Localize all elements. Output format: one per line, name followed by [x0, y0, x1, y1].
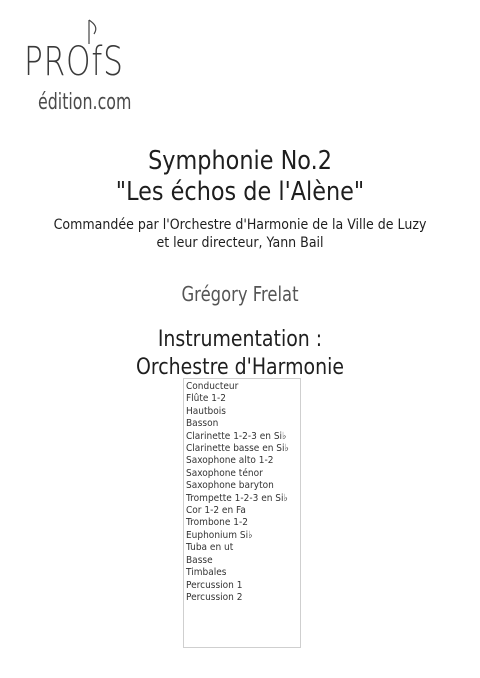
instrument-item: Hautbois [186, 405, 226, 417]
instrument-item: Timbales [186, 567, 227, 579]
instrument-item: Basson [186, 418, 219, 430]
instrument-item: Tuba en ut [186, 542, 234, 554]
logo-domain: édition.com [38, 90, 132, 115]
instrument-item: Clarinette 1-2-3 en Si♭ [186, 430, 287, 442]
instrument-item: Saxophone ténor [186, 467, 263, 479]
publisher-logo [24, 18, 174, 115]
instrument-item: Basse [186, 554, 213, 566]
instrumentation-label: Instrumentation : [157, 327, 323, 352]
instrument-item: Saxophone baryton [186, 480, 274, 492]
instrument-item: Percussion 2 [186, 591, 243, 603]
instrument-list [186, 381, 300, 604]
instrument-item: Trompette 1-2-3 en Si♭ [186, 492, 288, 504]
instrumentation-heading [34, 326, 447, 382]
commission-line-1: Commandée par l'Orchestre d'Harmonie de la Ville de Luzy [53, 217, 427, 233]
title-line-2: "Les échos de l'Alène" [115, 177, 365, 207]
commission-line-2: et leur directeur, Yann Bail [156, 235, 324, 251]
instrument-list-box [183, 378, 301, 648]
instrument-item: Conducteur [186, 381, 239, 392]
logo-brand: PROfS [24, 39, 124, 85]
instrument-item: Clarinette basse en Si♭ [186, 443, 289, 455]
instrument-item: Euphonium Si♭ [186, 529, 253, 541]
instrument-item: Flûte 1-2 [186, 393, 227, 405]
composer-name: Grégory Frelat [181, 282, 299, 306]
instrument-item: Saxophone alto 1-2 [186, 455, 274, 467]
commission-note [24, 216, 456, 252]
ensemble-name: Orchestre d'Harmonie [136, 355, 344, 380]
instrument-item: Percussion 1 [186, 579, 243, 591]
instrument-item: Cor 1-2 en Fa [186, 505, 246, 517]
title-line-1: Symphonie No.2 [148, 146, 332, 176]
instrument-item: Trombone 1-2 [186, 517, 248, 529]
score-title [34, 146, 447, 208]
